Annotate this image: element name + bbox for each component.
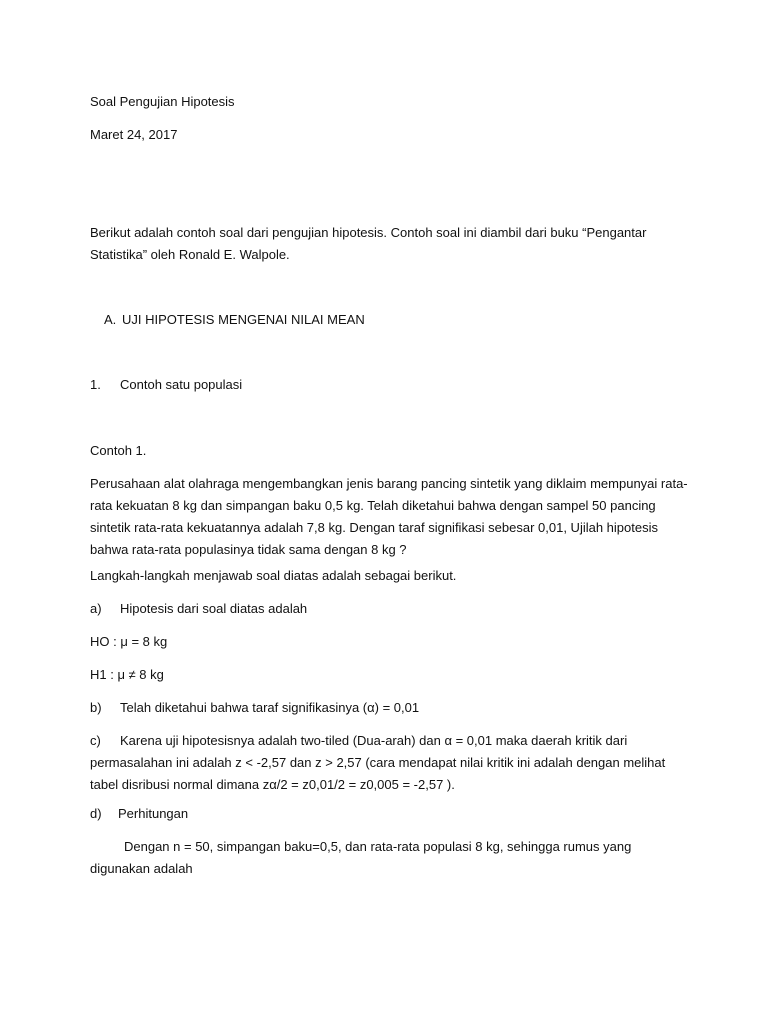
step-a-marker: a)	[90, 601, 102, 616]
step-a-text: Hipotesis dari soal diatas adalah	[120, 601, 308, 616]
intro-paragraph: Berikut adalah contoh soal dari pengujian hipotesis. Contoh soal ini diambil dari buku “Pengantar Statistika” oleh Ronald E. Walpole.	[90, 225, 647, 262]
section-a-marker: A.	[104, 312, 117, 327]
example-title: Contoh 1.	[90, 443, 147, 458]
item-1-heading	[90, 374, 690, 396]
item-1-marker: 1.	[90, 377, 101, 392]
step-c	[90, 730, 690, 796]
hypothesis-h1: H1 : μ ≠ 8 kg	[90, 667, 164, 682]
step-d	[90, 803, 690, 825]
step-c-text: Karena uji hipotesisnya adalah two-tiled (Dua-arah) dan α = 0,01 maka daerah kritik dari permasalahan ini adalah z < -2,57 dan z > 2,57 (cara mendapat nilai kritik ini adalah dengan melihat tabel disribusi normal dimana zα/2 = z0,01/2 = z0,005 = -2,57 ).	[90, 733, 666, 792]
step-b-marker: b)	[90, 700, 102, 715]
calculation-paragraph: Dengan n = 50, simpangan baku=0,5, dan rata-rata populasi 8 kg, sehingga rumus yang digunakan adalah	[90, 839, 632, 876]
item-1-text: Contoh satu populasi	[120, 377, 243, 392]
section-a-text: UJI HIPOTESIS MENGENAI NILAI MEAN	[122, 312, 365, 327]
step-b-text: Telah diketahui bahwa taraf signifikasinya (α) = 0,01	[120, 700, 420, 715]
step-d-marker: d)	[90, 806, 102, 821]
step-c-marker: c)	[90, 733, 101, 748]
step-d-text: Perhitungan	[118, 806, 189, 821]
steps-intro: Langkah-langkah menjawab soal diatas adalah sebagai berikut.	[90, 568, 457, 583]
problem-paragraph: Perusahaan alat olahraga mengembangkan jenis barang pancing sintetik yang diklaim mempunyai rata-rata kekuatan 8 kg dan simpangan baku 0,5 kg. Telah diketahui bahwa dengan sampel 50 pancing sintetik rata-rata kekuatannya adalah 7,8 kg. Dengan taraf signifikasi sebesar 0,01, Ujilah hipotesis bahwa rata-rata populasinya tidak sama dengan 8 kg ?	[90, 476, 688, 557]
document-date: Maret 24, 2017	[90, 127, 178, 142]
section-a-heading	[104, 309, 704, 331]
hypothesis-h0: HO : μ = 8 kg	[90, 634, 168, 649]
document-title: Soal Pengujian Hipotesis	[90, 94, 235, 109]
step-a	[90, 598, 690, 620]
step-b	[90, 697, 690, 719]
